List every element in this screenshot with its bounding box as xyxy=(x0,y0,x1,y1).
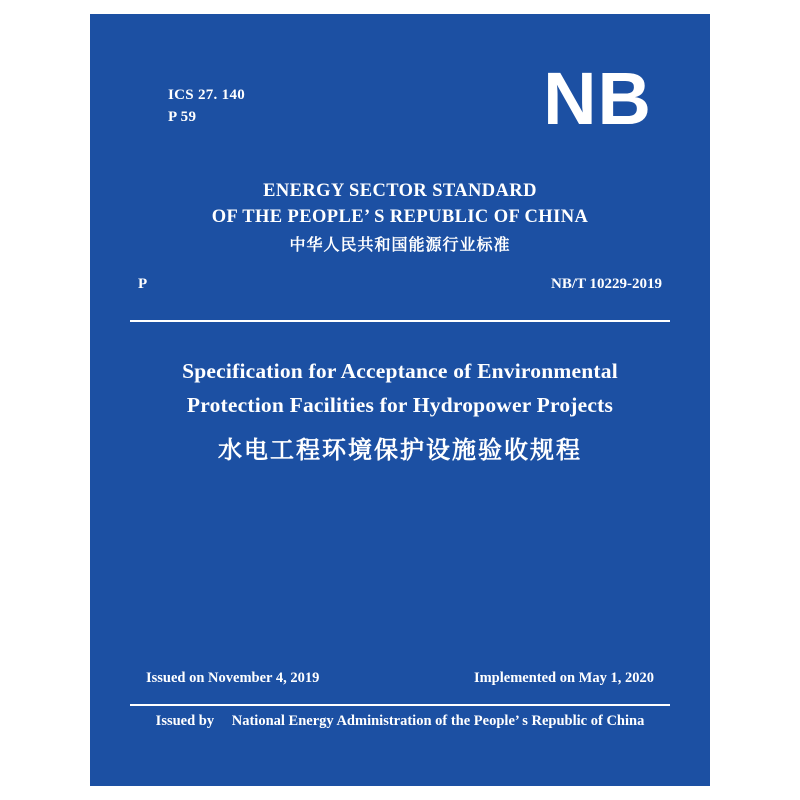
org-line-en-1: ENERGY SECTOR STANDARD xyxy=(263,181,537,201)
classification-code: P 59 xyxy=(168,109,197,125)
ics-block xyxy=(168,84,245,128)
standard-id-row xyxy=(138,276,662,293)
issuing-organization xyxy=(90,178,710,260)
issued-by-label: Issued by xyxy=(155,713,215,729)
standard-cover xyxy=(90,14,710,786)
org-line-en-2: OF THE PEOPLE’ S REPUBLIC OF CHINA xyxy=(211,207,589,227)
divider-bottom xyxy=(130,704,670,706)
implemented-on-date: Implemented on May 1, 2020 xyxy=(473,670,654,686)
standard-number: NB/T 10229-2019 xyxy=(551,276,662,292)
issuer-row xyxy=(90,713,710,730)
title-en-line-2: Protection Facilities for Hydropower Projects xyxy=(186,393,614,417)
ics-code: ICS 27. 140 xyxy=(168,87,246,103)
nb-logo: NB xyxy=(543,57,652,140)
category-letter: P xyxy=(138,276,148,292)
org-line-zh: 中华人民共和国能源行业标准 xyxy=(289,235,511,254)
title-zh: 水电工程环境保护设施验收规程 xyxy=(218,436,582,464)
dates-row xyxy=(146,670,654,687)
title-en-line-1: Specification for Acceptance of Environmental xyxy=(182,359,618,383)
issuer-name: National Energy Administration of the People’ s Republic of China xyxy=(231,713,645,729)
divider-top xyxy=(130,320,670,322)
issued-on-date: Issued on November 4, 2019 xyxy=(146,670,320,686)
document-title xyxy=(130,354,670,472)
